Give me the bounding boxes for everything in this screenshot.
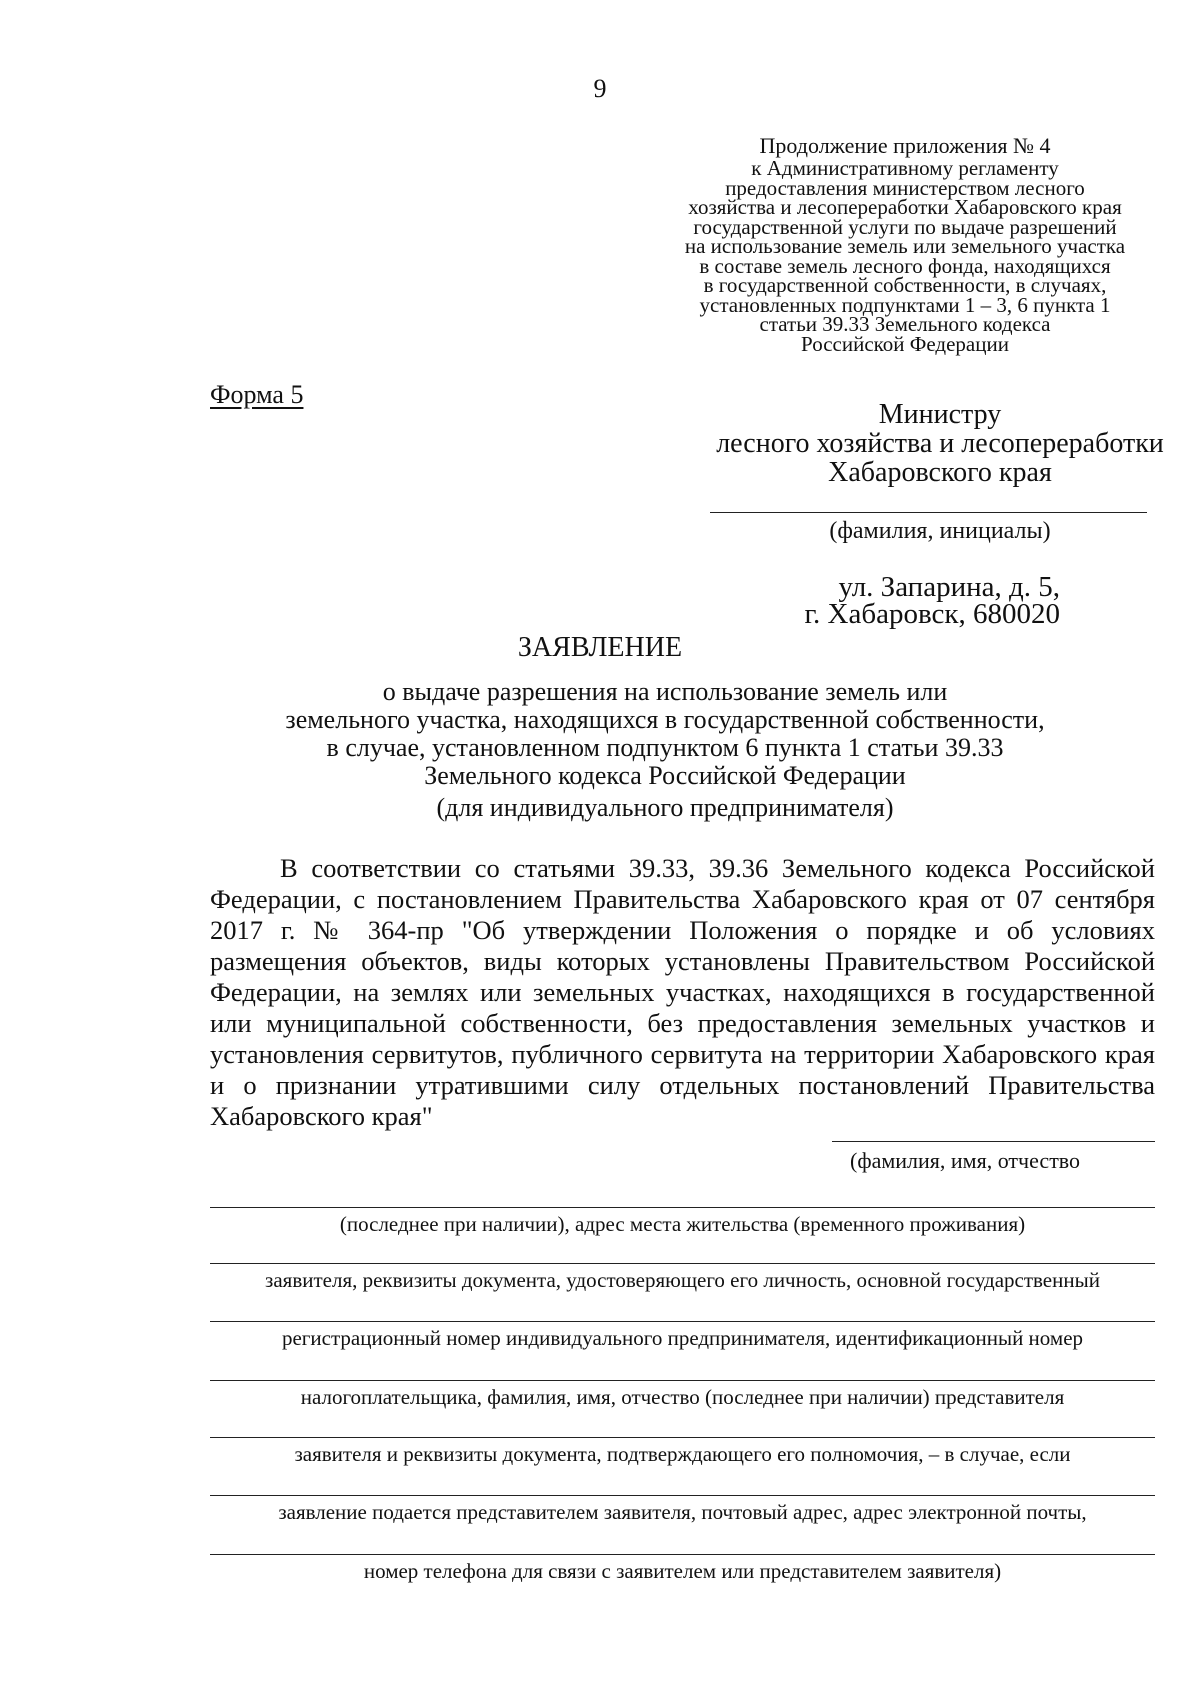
appendix-line: в составе земель лесного фонда, находящихся bbox=[699, 253, 1111, 278]
fill-line bbox=[210, 1380, 1155, 1381]
fill-caption: заявителя и реквизиты документа, подтверждающего его полномочия, – в случае, если bbox=[294, 1442, 1071, 1466]
addressee-block bbox=[690, 400, 1190, 487]
appendix-line: установленных подпунктами 1 – 3, 6 пункта 1 bbox=[699, 292, 1111, 317]
addressee-line: лесного хозяйства и лесопереработки bbox=[716, 428, 1164, 459]
appendix-title: Продолжение приложения № 4 bbox=[759, 133, 1051, 158]
fill-line bbox=[210, 1207, 1155, 1208]
subtitle-line: Земельного кодекса Российской Федерации bbox=[424, 761, 906, 790]
appendix-line: к Административному регламенту bbox=[751, 156, 1059, 180]
fill-caption: заявителя, реквизиты документа, удостоверяющего его личность, основной государственный bbox=[265, 1268, 1100, 1292]
appendix-line: хозяйства и лесопереработки Хабаровского края bbox=[688, 195, 1122, 219]
appendix-line: предоставления министерством лесного bbox=[725, 175, 1085, 200]
fill-line bbox=[210, 1263, 1155, 1264]
appendix-line: на использование земель или земельного участка bbox=[684, 234, 1126, 258]
addressee-line: Министру bbox=[878, 399, 1002, 430]
statement-body: В соответствии со статьями 39.33, 39.36 Земельного кодекса Российской Федерации, с постановлением Правительства Хабаровского края от 07 сентября 2017 г. № 364-пр "Об утверждении Положения о порядке и об условиях размещения объектов, виды которых установлены Правительством Российской Федерации, на землях или земельных участках, находящихся в государственной или муниципальной собственности, без предоставления земельных участков и установления сервитутов, публичного сервитута на территории Хабаровского края и о признании утратившими силу отдельных постановлений Правительства Хабаровского края" bbox=[210, 853, 1155, 1131]
subtitle-line: земельного участка, находящихся в государственной собственности, bbox=[285, 705, 1045, 734]
official-name-caption: (фамилия, инициалы) bbox=[829, 518, 1051, 544]
form-label: Форма 5 bbox=[210, 380, 304, 409]
official-name-line bbox=[710, 512, 1147, 513]
applicant-name-line bbox=[832, 1141, 1155, 1142]
ministry-address bbox=[780, 571, 1060, 630]
appendix-line: статьи 39.33 Земельного кодекса bbox=[759, 312, 1051, 336]
fill-line bbox=[210, 1437, 1155, 1438]
fill-caption: заявление подается представителем заявителя, почтовый адрес, адрес электронной почты, bbox=[278, 1500, 1087, 1524]
applicant-name-caption: (фамилия, имя, отчество bbox=[850, 1148, 1081, 1173]
fill-line bbox=[210, 1321, 1155, 1322]
fill-caption: номер телефона для связи с заявителем или представителем заявителя) bbox=[363, 1559, 1002, 1583]
subtitle-line: в случае, установленном подпунктом 6 пункта 1 статьи 39.33 bbox=[326, 733, 1004, 762]
fill-caption: (последнее при наличии), адрес места жительства (временного проживания) bbox=[339, 1212, 1026, 1236]
subtitle-line: о выдаче разрешения на использование земель или bbox=[382, 677, 948, 706]
fill-caption: регистрационный номер индивидуального предпринимателя, идентификационный номер bbox=[281, 1326, 1084, 1350]
appendix-line: государственной услуги по выдаче разрешений bbox=[693, 214, 1117, 239]
appendix-line: Российской Федерации bbox=[801, 331, 1009, 356]
addressee-line: Хабаровского края bbox=[828, 457, 1052, 488]
subtitle-line: (для индивидуального предпринимателя) bbox=[436, 793, 894, 822]
fill-line bbox=[210, 1495, 1155, 1496]
document-subtitle bbox=[190, 678, 1140, 822]
address-line: ул. Запарина, д. 5, bbox=[838, 571, 1060, 603]
fill-caption: налогоплательщика, фамилия, имя, отчество (последнее при наличии) представителя bbox=[300, 1385, 1065, 1409]
fill-line bbox=[210, 1554, 1155, 1555]
appendix-line: в государственной собственности, в случаях, bbox=[703, 273, 1107, 297]
document-title: ЗАЯВЛЕНИЕ bbox=[517, 632, 683, 663]
page-number: 9 bbox=[593, 74, 607, 103]
address-line: г. Хабаровск, 680020 bbox=[804, 598, 1060, 630]
appendix-header bbox=[625, 132, 1185, 354]
